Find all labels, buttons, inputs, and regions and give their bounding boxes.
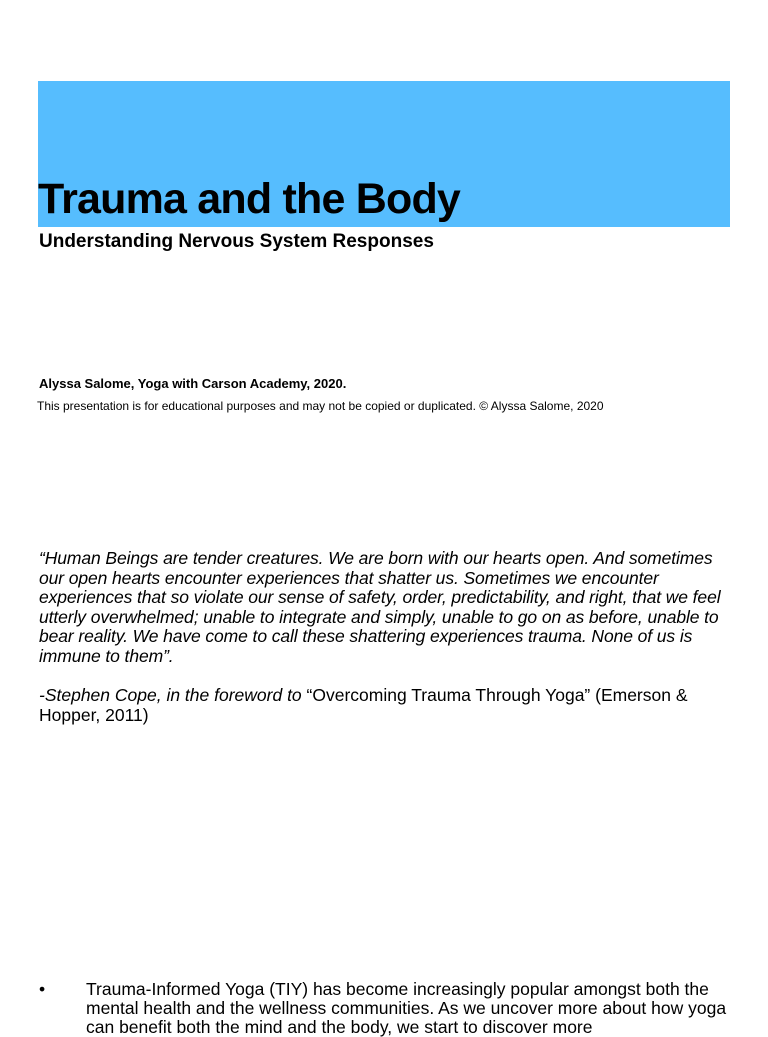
bullet-marker: • — [39, 979, 46, 999]
bullet-list — [39, 980, 739, 1037]
quote-text: “Human Beings are tender creatures. We are born with our hearts open. And sometimes our open hearts encounter experiences that shatter us. Sometimes we encounter experiences that so violate our sense of safety, order, predictability, and right, that we feel utterly overwhelmed; unable to integrate and simply, unable to go on as before, unable to bear reality. We have come to call these shattering experiences trauma. None of us is immune to them”. — [39, 548, 721, 666]
quote-attribution — [39, 685, 739, 725]
page-subtitle: Understanding Nervous System Responses — [39, 231, 434, 252]
copyright-disclaimer: This presentation is for educational purposes and may not be copied or duplicated. © Alyssa Salome, 2020 — [37, 399, 604, 413]
bullet-text: Trauma-Informed Yoga (TIY) has become increasingly popular amongst both the mental health and the wellness communities. As we uncover more about how yoga can benefit both the mind and the body, we start to discover more — [86, 979, 727, 1037]
author-line: Alyssa Salome, Yoga with Carson Academy, 2020. — [39, 376, 347, 391]
page-title: Trauma and the Body — [38, 175, 461, 223]
bullet-item — [39, 980, 739, 1037]
attribution-source: “Overcoming Trauma Through Yoga” (Emerson & Hopper, 2011) — [39, 685, 688, 725]
attribution-lead: -Stephen Cope, in the foreword to — [39, 685, 307, 705]
